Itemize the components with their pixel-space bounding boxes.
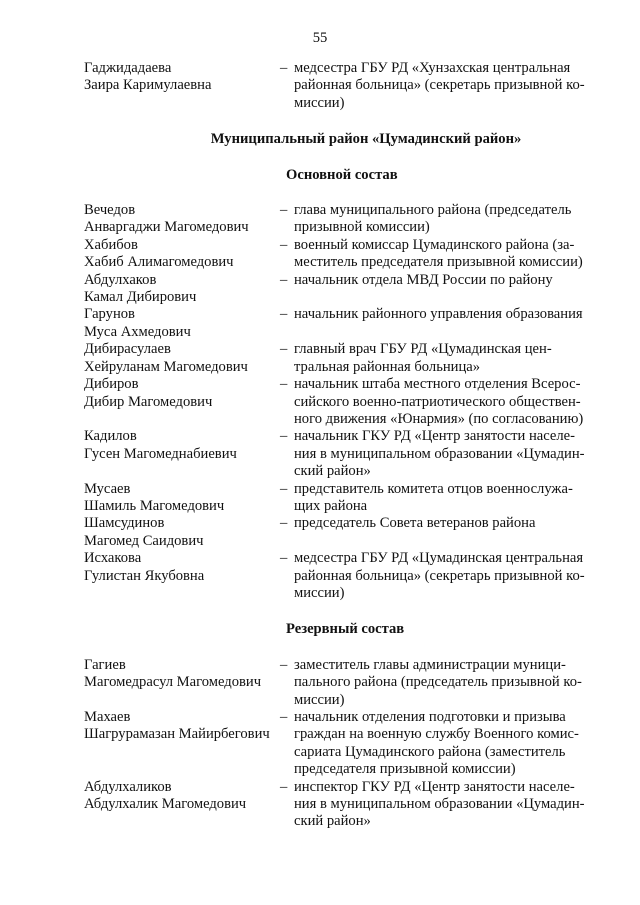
member-name: Махаев Шагрурамазан Майирбегович [84,709,270,743]
member-name: Гарунов Муса Ахмедович [84,306,191,340]
member-entry [84,60,608,112]
member-name: Гагиев Магомедрасул Магомедович [84,656,262,691]
member-role: – медсестра ГБУ РД «Цумадинская центральная районная больница» (секретарь призывной ко- миссии) [280,550,585,601]
member-entry [84,237,608,272]
member-role: – инспектор ГКУ РД «Центр занятости населе- ния в муниципальном образовании «Цумадин- ский район» [280,778,585,830]
main-composition-title: Основной состав [286,166,398,183]
member-role: – военный комиссар Цумадинского района (за- меститель председателя призывной комиссии) [280,236,583,271]
member-entry [84,428,608,480]
reserve-composition-list [84,657,608,831]
member-entry [84,341,608,376]
member-name: Хабибов Хабиб Алимагомедович [84,236,234,271]
district-title: Муниципальный район «Цумадинский район» [210,131,522,148]
member-role: – начальник районного управления образования [280,306,583,323]
member-name: Исхакова Гулистан Якубовна [84,550,205,584]
member-role: – начальник штаба местного отделения Всерос- сийского военно-патриотического обществен- ного движения «Юнармия» (по согласованию) [280,376,584,427]
member-name: Шамсудинов Магомед Саидович [84,515,204,549]
member-role: – начальник отделения подготовки и призыва граждан на военную службу Военного комис- сариата Цумадинского района (заместитель председателя призывной комиссии) [280,709,579,778]
reserve-composition-title: Резервный состав [286,621,405,638]
member-entry [84,779,608,831]
page-number: 55 [312,30,328,46]
member-entry [84,306,608,341]
member-role: – заместитель главы администрации муници- пального района (председатель призывной ко- миссии) [280,656,582,708]
member-entry [84,657,608,709]
member-name: Гаджидадаева Заира Каримулаевна [84,60,212,94]
member-entry [84,709,608,779]
member-entry [84,481,608,516]
member-name: Мусаев Шамиль Магомедович [84,480,225,514]
member-name: Дибиров Дибир Магомедович [84,376,213,410]
member-entry [84,272,608,307]
member-role: – начальник отдела МВД России по району [280,271,553,288]
member-entry [84,515,608,550]
member-role: – главный врач ГБУ РД «Цумадинская цен- тральная районная больница» [280,341,552,375]
member-name: Абдулхаков Камал Дибирович [84,271,197,306]
member-role: – медсестра ГБУ РД «Хунзахская центральная районная больница» (секретарь призывной ко- миссии) [280,60,585,111]
member-name: Дибирасулаев Хейруланам Магомедович [84,341,248,375]
member-name: Абдулхаликов Абдулхалик Магомедович [84,778,247,813]
member-name: Кадилов Гусен Магомеднабиевич [84,428,237,462]
member-role: – начальник ГКУ РД «Центр занятости населе- ния в муниципальном образовании «Цумадин- ский район» [280,428,585,480]
member-role: – глава муниципального района (председатель призывной комиссии) [280,202,572,236]
member-role: – представитель комитета отцов военнослужа- щих района [280,480,573,514]
member-entry [84,550,608,602]
member-entry [84,376,608,428]
document-body [84,60,608,831]
member-role: – председатель Совета ветеранов района [280,515,536,532]
member-name: Вечедов Анваргаджи Магомедович [84,202,249,236]
member-entry [84,202,608,237]
main-composition-list [84,202,608,602]
